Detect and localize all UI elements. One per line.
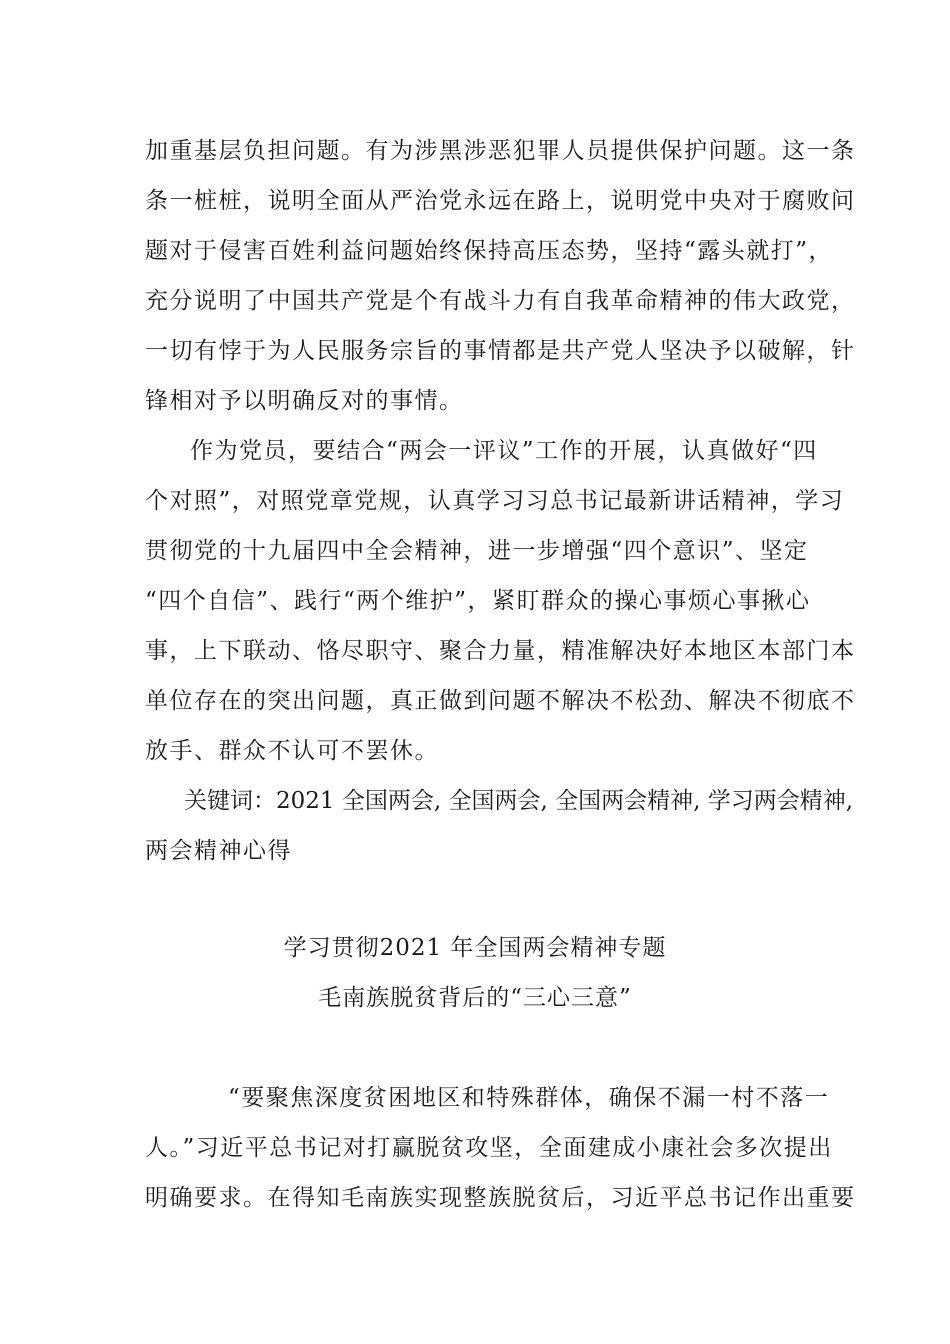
paragraph-2-line-6: 单位存在的突出问题，真正做到问题不解决不松劲、解决不彻底不 xyxy=(145,688,856,714)
paragraph-2-line-4: “四个自信”、践行“两个维护”，紧盯群众的操心事烦心事揪心 xyxy=(145,588,811,614)
paragraph-3-line-1: “要聚焦深度贫困地区和特殊群体，确保不漏一村不落一 xyxy=(228,1085,830,1111)
paragraph-1-line-1: 加重基层负担问题。有为涉黑涉恶犯罪人员提供保护问题。这一条 xyxy=(145,138,856,164)
paragraph-2-line-1: 作为党员，要结合“两会一评议”工作的开展，认真做好“四 xyxy=(190,438,818,464)
paragraph-2-line-2: 个对照”，对照党章党规，认真学习习总书记最新讲话精神，学习 xyxy=(145,488,845,514)
section-subtitle: 毛南族脱贫背后的“三心三意” xyxy=(318,985,632,1011)
paragraph-2-line-7: 放手、群众不认可不罢休。 xyxy=(145,738,439,764)
keywords-line-1: 关键词：2021 全国两会, 全国两会, 全国两会精神, 学习两会精神, xyxy=(184,788,854,814)
paragraph-2-line-3: 贯彻党的十九届四中全会精神，进一步增强“四个意识”、坚定 xyxy=(145,538,809,564)
paragraph-1-line-5: 一切有悖于为人民服务宗旨的事情都是共产党人坚决予以破解，针 xyxy=(145,338,856,364)
paragraph-2-line-5: 事，上下联动、恪尽职守、聚合力量，精准解决好本地区本部门本 xyxy=(145,638,856,664)
paragraph-1-line-3: 题对于侵害百姓利益问题始终保持高压态势，坚持“露头就打”， xyxy=(145,238,834,264)
section-title: 学习贯彻2021 年全国两会精神专题 xyxy=(283,935,667,961)
paragraph-1-line-6: 锋相对予以明确反对的事情。 xyxy=(145,388,464,414)
paragraph-1-line-2: 条一桩桩，说明全面从严治党永远在路上，说明党中央对于腐败问 xyxy=(145,188,856,214)
paragraph-1-line-4: 充分说明了中国共产党是个有战斗力有自我革命精神的伟大政党， xyxy=(145,288,856,314)
paragraph-3-line-2: 人。”习近平总书记对打赢脱贫攻坚，全面建成小康社会多次提出 xyxy=(145,1135,833,1161)
paragraph-3-line-3: 明确要求。在得知毛南族实现整族脱贫后，习近平总书记作出重要 xyxy=(145,1185,856,1211)
keywords-line-2: 两会精神心得 xyxy=(145,838,292,864)
